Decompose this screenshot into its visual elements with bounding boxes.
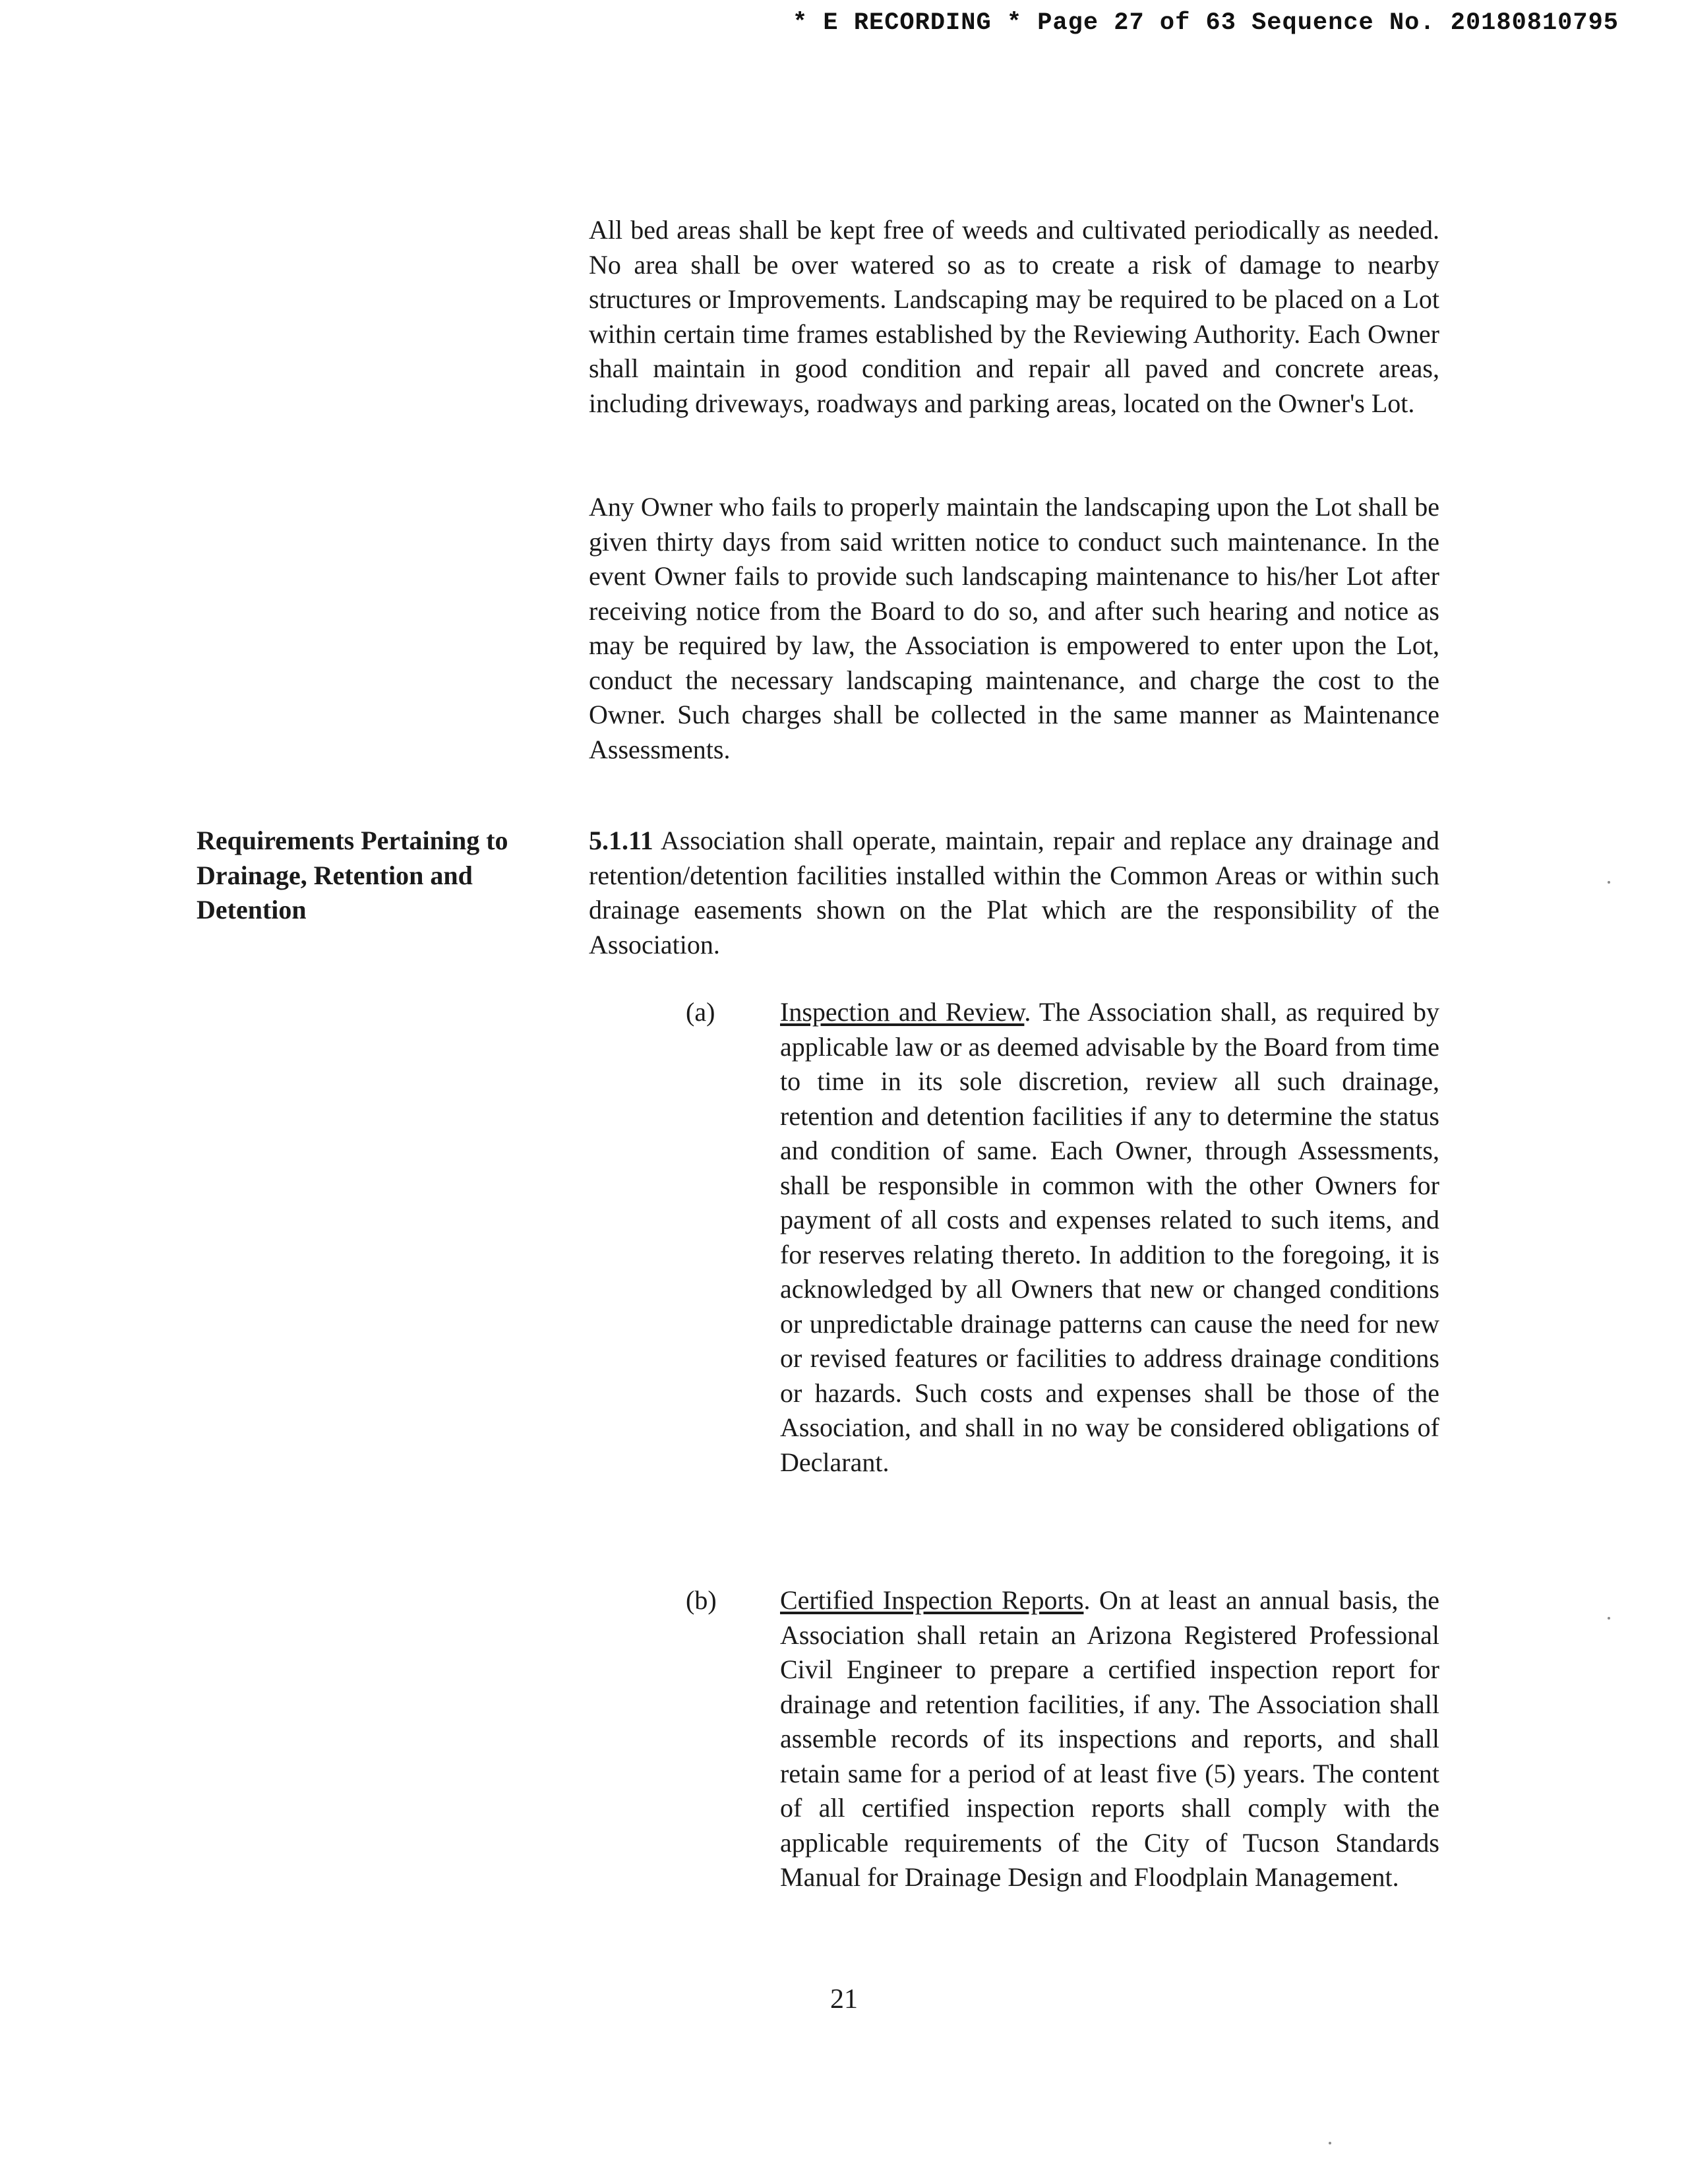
paragraph-owner-failure: Any Owner who fails to properly maintain the landscaping upon the Lot shall be given thirty days from said written notice to conduct such maintenance. In the event Owner fails to provide such landscaping maintenance to his/her Lot after receiving notice from the Board to do so, and after such hearing and notice as may be required by law, the Association is empowered to enter upon the Lot, conduct the necessary landscaping maintenance, and charge the cost to the Owner. Such charges shall be collected in the same manner as Maintenance Assessments. (589, 492, 1439, 764)
section-text: Association shall operate, maintain, repair and replace any drainage and retention/detention facilities installed within the Common Areas or within such drainage easements shown on the Plat which are the responsibility of the Association. (589, 826, 1439, 959)
scan-speck (1608, 881, 1610, 884)
item-text: . The Association shall, as required by applicable law or as deemed advisable by the Board from time to time in its sole discretion, review all such drainage, retention and detention facilities if any to determine the status and condition of same. Each Owner, through Assessments, shall be responsible in common with the other Owners for payment of all costs and expenses related to such items, and for reserves relating thereto. In addition to the foregoing, it is acknowledged by all Owners that new or changed conditions or unpredictable drainage patterns can cause the need for new or revised features or facilities to address drainage conditions or hazards. Such costs and expenses shall be those of the Association, and shall in no way be considered obligations of Declarant. (780, 997, 1439, 1477)
paragraph-landscaping-maintenance: All bed areas shall be kept free of weeds and cultivated periodically as needed. No area shall be over watered so as to create a risk of damage to nearby structures or Improvements. Landscaping may be required to be placed on a Lot within certain time frames established by the Reviewing Authority. Each Owner shall maintain in good condition and repair all paved and concrete areas, including driveways, roadways and parking areas, located on the Owner's Lot. (589, 215, 1439, 418)
side-heading-drainage: Requirements Pertaining to Drainage, Retention and Detention (196, 826, 508, 925)
item-body (780, 1583, 1439, 1895)
scan-speck (1608, 1617, 1610, 1620)
recording-stamp: * E RECORDING * Page 27 of 63 Sequence No. 20180810795 (793, 9, 1619, 37)
item-text: . On at least an annual basis, the Association shall retain an Arizona Registered Professional Civil Engineer to prepare a certified inspection report for drainage and retention facilities, if any. The Association shall assemble records of its inspections and reports, and shall retain same for a period of at least five (5) years. The content of all certified inspection reports shall comply with the applicable requirements of the City of Tucson Standards Manual for Drainage Design and Floodplain Management. (780, 1585, 1440, 1892)
section-5-1-11 (589, 824, 1439, 962)
scan-speck (1329, 2142, 1331, 2144)
section-number: 5.1.11 (589, 826, 653, 855)
page-number: 21 (830, 1984, 858, 2015)
item-title: Inspection and Review (780, 997, 1025, 1027)
item-title: Certified Inspection Reports (780, 1585, 1084, 1615)
item-body (780, 995, 1439, 1480)
item-label: (b) (686, 1585, 717, 1615)
item-label: (a) (686, 997, 715, 1027)
